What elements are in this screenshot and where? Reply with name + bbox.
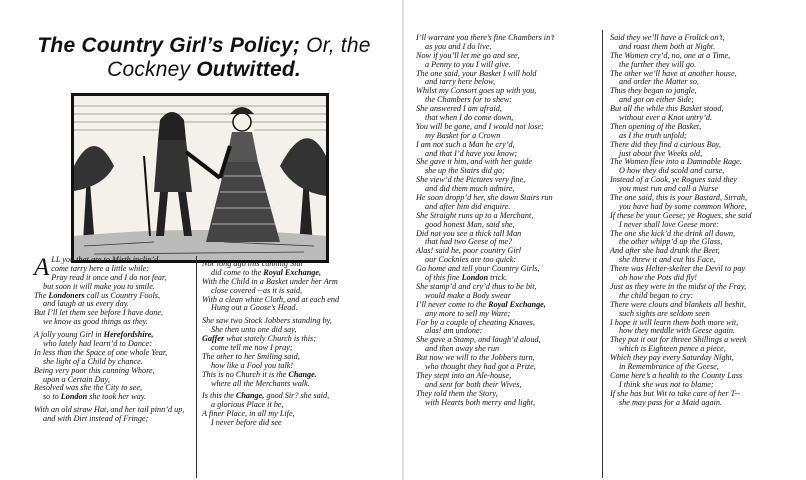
verse-line: without ever a Knot untry’d. [619, 113, 713, 123]
verse-line: she up the Stairs did go; [425, 166, 505, 176]
verse-line: This is no Church it is the Change. [202, 369, 317, 379]
verse-line: But I’ll let them see before I have done, [34, 308, 164, 318]
verse-line: Just as they were in the midst of the Fray, [610, 281, 747, 291]
verse-line: that when I do come down, [425, 113, 514, 123]
verse-line: Pray read it once and I do not fear, [51, 272, 167, 282]
verse-line: Whilst my Consort goes up with you, [416, 86, 537, 96]
verse-line: close covered --as it is said, [211, 285, 303, 295]
verse-line: With an old straw Hat, and her tail pinn’d up, [34, 405, 185, 415]
verse-line: such sights are seldom seen [619, 308, 710, 318]
verse-line: oh how the Pots did fly! [619, 273, 698, 283]
verse-line: The Londoners call us Country Fools, [34, 290, 161, 300]
stanza-2-1 [202, 260, 339, 313]
verse-line: A jolly young Girl in Herefordshire, [34, 330, 154, 340]
woodcut-drawing [74, 96, 326, 260]
verse-line: in Remembrance of the Geese, [619, 361, 719, 371]
verse-line: You will be gone, and I would not lose; [416, 121, 544, 131]
verse-line: so to London she took her way. [43, 392, 147, 402]
verse-line: would make a Body swear [425, 290, 511, 300]
stanza-1-2 [34, 331, 184, 402]
title-part-3: Cockney [107, 58, 191, 81]
verse-line: If these be your Geese; ye Rogues, she said [610, 210, 752, 220]
verse-line: and tarry here below, [425, 77, 496, 87]
verse-line: Instead of a Cook, ye Rogues said they [610, 175, 737, 185]
verse-line: and got on either Side; [619, 95, 695, 105]
verse-line: Gaffer what stately Church is this; [202, 334, 316, 344]
verse-line: ALL you that are to Mirth inclin’d [34, 254, 159, 281]
verse-line: Which they pay every Saturday Night, [610, 353, 734, 363]
verse-line: With the Child in a Basket under her Arm [202, 276, 338, 286]
verse-line: and laugh at us every day. [43, 299, 129, 309]
verse-line: she light of a Child by chance. [43, 356, 143, 366]
verse-line: The other to her Smiling said, [202, 351, 300, 361]
verse-line: the Chambers for to shew: [425, 95, 512, 105]
column-4 [610, 34, 752, 407]
verse-line: A finer Place, in all my Life, [202, 409, 295, 419]
verse-line: With a clean white Cloth, and at each end [202, 294, 340, 304]
verse-line: Said they we’ll have a Frolick on’t, [610, 33, 725, 42]
verse-line: Did not you see a thick tall Man [416, 228, 522, 238]
verse-line: any more to sell my Ware; [425, 308, 511, 318]
verse-line: a Penny to you I will give. [425, 59, 511, 69]
verse-line: come tarry here a little while: [51, 263, 149, 273]
verse-line: She answered I am afraid, [416, 104, 502, 114]
verse-line: If she has but Wit to take care of her T-- [610, 388, 741, 398]
verse-line: She then unto one did say, [211, 325, 297, 335]
verse-line: She gave a Stamp, and laugh’d aloud, [416, 335, 541, 345]
verse-line: alas! am undone: [425, 326, 483, 336]
verse-line: She view’d the Pictures very fine, [416, 175, 526, 185]
title-part-2: Or, the [306, 34, 371, 57]
verse-line: He soon dropp’d her, she down Stairs run [416, 193, 553, 203]
verse-line: Then opening of the Basket, [610, 121, 702, 131]
verse-line: The Women cry’d, no, one at a Time, [610, 50, 731, 60]
verse-line: the further they will go. [619, 59, 697, 69]
verse-line: Come here’s a health to the County Lass [610, 370, 743, 380]
verse-line: She Straight runs up to a Merchant, [416, 210, 534, 220]
verse-line: that had two Geese of me? [425, 237, 513, 247]
verse-line: just about five Weeks old, [619, 148, 703, 158]
title-part-4: Outwitted. [196, 58, 301, 81]
verse-line: you must run and call a Nurse [619, 184, 719, 194]
verse-line: Now if you’ll let me go and see, [416, 50, 520, 60]
column-3 [416, 34, 554, 407]
verse-line: They put it out for threee Shillings a week [610, 335, 747, 345]
verse-line: we know as good things as they. [43, 317, 148, 327]
stanza-1-3 [34, 406, 184, 424]
verse-line: as you and I do live, [425, 41, 492, 51]
verse-line: But now we will to the Jobbers turn, [416, 353, 535, 363]
verse-line: you have had by some common Whore, [619, 201, 747, 211]
verse-line: The one said, this is your Bastard, Sirrah, [610, 193, 748, 203]
verse-line: she may pass for a Maid again. [619, 397, 723, 407]
verse-line: which is Eighteen pence a piece, [619, 344, 726, 354]
verse-line: O how they did scold and curse, [619, 166, 725, 176]
verse-line: I never before did see [211, 418, 282, 428]
verse-line: Is this the Change, good Sir? she said, [202, 391, 330, 401]
verse-line: how they meddle with Geese again. [619, 326, 735, 336]
verse-line: But all the while this Basket stood, [610, 104, 724, 114]
verse-line: as I the truth unfold; [619, 130, 687, 140]
column-2 [202, 260, 339, 428]
verse-line: They stept into an Ale-house, [416, 370, 512, 380]
left-page [0, 0, 402, 480]
title-part-1: The Country Girl’s Policy; [37, 34, 301, 57]
verse-line: and order the Matter so, [619, 77, 699, 87]
verse-line: The one said, your Basket I will hold [416, 68, 537, 78]
column-1 [34, 256, 184, 424]
verse-line: and with Dirt instead of Fringe; [43, 414, 149, 424]
verse-line: There was Helter-skelter the Devil to pay [610, 264, 746, 274]
verse-line: Nor long ago this cunning Slut [202, 259, 303, 268]
verse-line: she threw it and cut his Face, [619, 255, 716, 265]
drop-cap: A [34, 254, 50, 281]
verse-line: For by a couple of cheating Knaves, [416, 317, 535, 327]
verse-line: She saw two Stock Jobbers standing by, [202, 316, 332, 326]
verse-line: They told them the Story, [416, 388, 498, 398]
stanza-3-1 [416, 34, 554, 407]
verse-line: and sent for both their Wives, [425, 379, 522, 389]
verse-line: Hung out a Goose’s Head. [211, 303, 298, 313]
stanza-2-2 [202, 317, 339, 388]
verse-line: She stamp’d and cry’d thus to be bit, [416, 281, 537, 291]
verse-line: the child began to cry: [619, 290, 694, 300]
verse-line: I am not such a Man he cry’d, [416, 139, 515, 149]
verse-line: of this fine London trick. [425, 273, 508, 283]
verse-line: The one she kick’d the drink all down, [610, 228, 736, 238]
verse-line: There did they find a curious Boy, [610, 139, 721, 149]
verse-line: and did them much admire, [425, 184, 515, 194]
verse-line: I think she was not to blame; [619, 379, 714, 389]
verse-line: with Hearts both merry and light, [425, 397, 536, 407]
verse-line: Resolved was she the City to see, [34, 383, 143, 393]
verse-line: and that I’d have you know; [425, 148, 518, 158]
verse-line: I never shall love Geese more: [619, 219, 719, 229]
verse-line: She gave it him, and with her guide [416, 157, 532, 167]
woodcut-illustration [71, 93, 329, 263]
verse-line: In less than the Space of one whole Year, [34, 347, 168, 357]
verse-line: Being very poor this cunning Whore, [34, 365, 155, 375]
verse-line: and roast them both at Night. [619, 41, 716, 51]
verse-line: who lately had learn’d to Dance: [43, 339, 152, 349]
verse-line: good honest Man, said she, [425, 219, 515, 229]
verse-line: where all the Merchants walk. [211, 378, 310, 388]
right-page [404, 0, 806, 480]
verse-line: come tell me now I pray; [211, 343, 293, 353]
verse-line: the other whipp’d up the Glass, [619, 237, 723, 247]
verse-line: who thought they had got a Prize, [425, 361, 536, 371]
verse-line: how like a Fool you talk! [211, 360, 294, 370]
verse-line: did come to the Royal Exchange, [211, 267, 322, 277]
verse-line: upon a Certain Day, [43, 374, 110, 384]
verse-line: I’ll warrant you there’s fine Chambers in’t [416, 33, 555, 42]
verse-line: And after she had drunk the Beer, [610, 246, 720, 256]
verse-line: There were clouts and blankets all beshit, [610, 299, 747, 309]
stanza-4-1 [610, 34, 752, 407]
stanza-2-3 [202, 392, 339, 428]
verse-line: The other we’ll have at another house, [610, 68, 737, 78]
stanza-1-1 [34, 256, 184, 327]
verse-line: and then away she run [425, 344, 500, 354]
verse-line: our Cocknies are too quick: [425, 255, 517, 265]
verse-line: my Basket for a Crown [425, 130, 501, 140]
verse-line: I hope it will learn them both more wit, [610, 317, 739, 327]
column-divider [602, 30, 603, 478]
verse-line: I’ll never come to the Royal Exchange, [416, 299, 546, 309]
column-divider [196, 256, 197, 478]
verse-line: but soon it will make you to smile. [43, 281, 155, 291]
verse-line: The Women flew into a Damnable Rage. [610, 157, 742, 167]
verse-line: Alas! said he, poor country Girl [416, 246, 522, 256]
ballad-title [14, 34, 394, 82]
verse-line: and after him did enquire. [425, 201, 511, 211]
verse-line: Thus they began to jangle, [610, 86, 697, 96]
verse-line: a glorious Place it be, [211, 400, 284, 410]
verse-line: Go home and tell your Country Girls, [416, 264, 540, 274]
